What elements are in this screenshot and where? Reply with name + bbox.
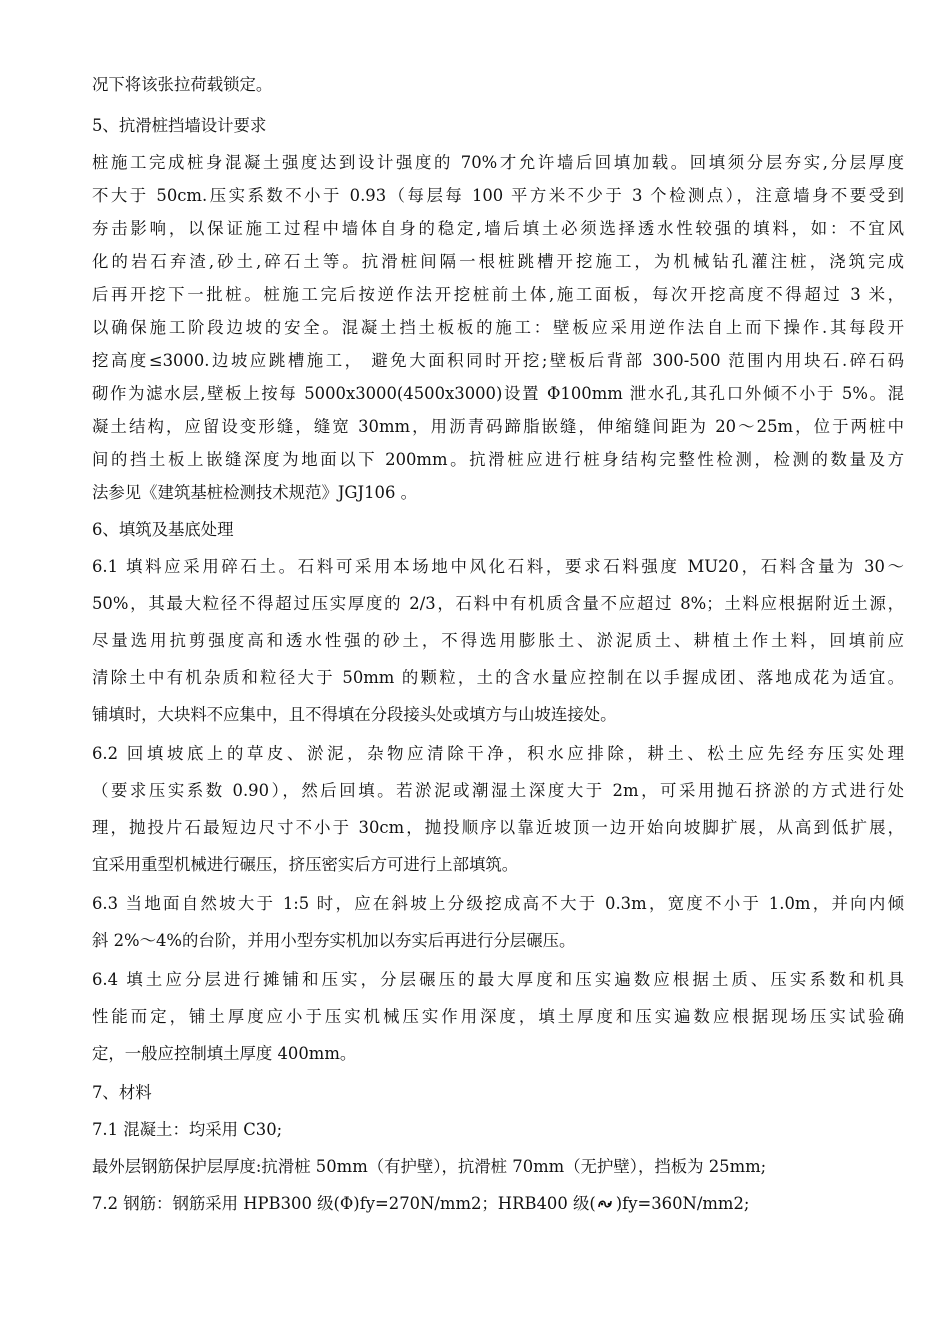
text-line-3: 桩施工完成桩身混凝土强度达到设计强度的 70%才允许墙后回填加载。回填须分层夯实,分层厚度: [92, 153, 904, 172]
text-line-22: 理，抛投片石最短边尺寸不小于 30cm，抛投顺序以靠近坡顶一边开始向坡脚扩展，从高到低扩展，: [92, 818, 904, 837]
text-line-7: 后再开挖下一批桩。桩施工完后按逆作法开挖桩前土体,施工面板，每次开挖高度不得超过 3 米，: [92, 285, 904, 304]
text-line-4: 不大于 50cm.压实系数不小于 0.93（每层每 100 平方米不少于 3 个检测点），注意墙身不要受到: [92, 186, 904, 205]
text-line-21: （要求压实系数 0.90），然后回填。若淤泥或潮湿土深度大于 2m，可采用抛石挤淤的方式进行处: [92, 781, 904, 800]
text-line-15: 6.1 填料应采用碎石土。石料可采用本场地中风化石料，要求石料强度 MU20，石料含量为 30～: [92, 557, 904, 576]
text-line-32-part-2: )fy=360N/mm2;: [615, 1194, 750, 1213]
heading-section-5: 5、抗滑桩挡墙设计要求: [92, 116, 267, 135]
text-line-1: 况下将该张拉荷载锁定。: [92, 75, 273, 94]
text-line-26: 6.4 填土应分层进行摊铺和压实，分层碾压的最大厚度和压实遍数应根据土质、压实系数和机具: [92, 970, 904, 989]
text-line-31: 最外层钢筋保护层厚度:抗滑桩 50mm（有护壁），抗滑桩 70mm（无护壁），挡板为 25mm;: [92, 1157, 767, 1176]
text-line-10: 砌作为滤水层,壁板上按每 5000x3000(4500x3000)设置 Φ100mm 泄水孔,其孔口外倾不小于 5%。混: [92, 384, 904, 403]
hrb400-symbol-icon: [597, 1191, 615, 1205]
text-line-28: 定，一般应控制填土厚度 400mm。: [92, 1044, 357, 1063]
text-line-12: 间的挡土板上嵌缝深度为地面以下 200mm。抗滑桩应进行桩身结构完整性检测，检测的数量及方: [92, 450, 904, 469]
text-line-32-part-1: 7.2 钢筋：钢筋采用 HPB300 级(Φ)fy=270N/mm2；HRB400 级(: [92, 1194, 596, 1213]
text-line-30: 7.1 混凝土：均采用 C30;: [92, 1120, 283, 1139]
text-line-32: [92, 1189, 904, 1219]
text-line-13: 法参见《建筑基桩检测技术规范》JGJ106 。: [92, 483, 417, 502]
text-line-11: 凝土结构，应留设变形缝，缝宽 30mm，用沥青码蹄脂嵌缝，伸缩缝间距为 20～25m，位于两桩中: [92, 417, 904, 436]
text-line-9: 挖高度≤3000.边坡应跳槽施工， 避免大面积同时开挖;壁板后背部 300-500 范围内用块石.碎石码: [92, 351, 904, 370]
text-line-20: 6.2 回填坡底上的草皮、淤泥，杂物应清除干净，积水应排除，耕土、松土应先经夯压实处理: [92, 744, 904, 763]
text-line-27: 性能而定，铺土厚度应小于压实机械压实作用深度，填土厚度和压实遍数应根据现场压实试验确: [92, 1007, 904, 1026]
text-line-16: 50%，其最大粒径不得超过压实厚度的 2/3，石料中有机质含量不应超过 8%；土料应根据附近土源，: [92, 594, 904, 613]
heading-section-7: 7、材料: [92, 1083, 152, 1102]
text-line-5: 夯击影响，以保证施工过程中墙体自身的稳定,墙后填土必须选择透水性较强的填料，如：不宜风: [92, 219, 904, 238]
text-line-24: 6.3 当地面自然坡大于 1:5 时，应在斜坡上分级挖成高不大于 0.3m，宽度不小于 1.0m，并向内倾: [92, 894, 904, 913]
text-line-23: 宜采用重型机械进行碾压，挤压密实后方可进行上部填筑。: [92, 855, 519, 874]
text-line-17: 尽量选用抗剪强度高和透水性强的砂土，不得选用膨胀土、淤泥质土、耕植土作土料，回填前应: [92, 631, 904, 650]
text-line-25: 斜 2%～4%的台阶，并用小型夯实机加以夯实后再进行分层碾压。: [92, 931, 576, 950]
text-line-6: 化的岩石弃渣,砂土,碎石土等。抗滑桩间隔一根桩跳槽开挖施工，为机械钻孔灌注桩，浇筑完成: [92, 252, 904, 271]
heading-section-6: 6、填筑及基底处理: [92, 520, 234, 539]
text-line-8: 以确保施工阶段边坡的安全。混凝土挡土板板的施工：壁板应采用逆作法自上而下操作.其每段开: [92, 318, 904, 337]
text-line-19: 铺填时，大块料不应集中，且不得填在分段接头处或填方与山坡连接处。: [92, 705, 617, 724]
text-line-18: 清除土中有机杂质和粒径大于 50mm 的颗粒，土的含水量应控制在以手握成团、落地成花为适宜。: [92, 668, 904, 687]
